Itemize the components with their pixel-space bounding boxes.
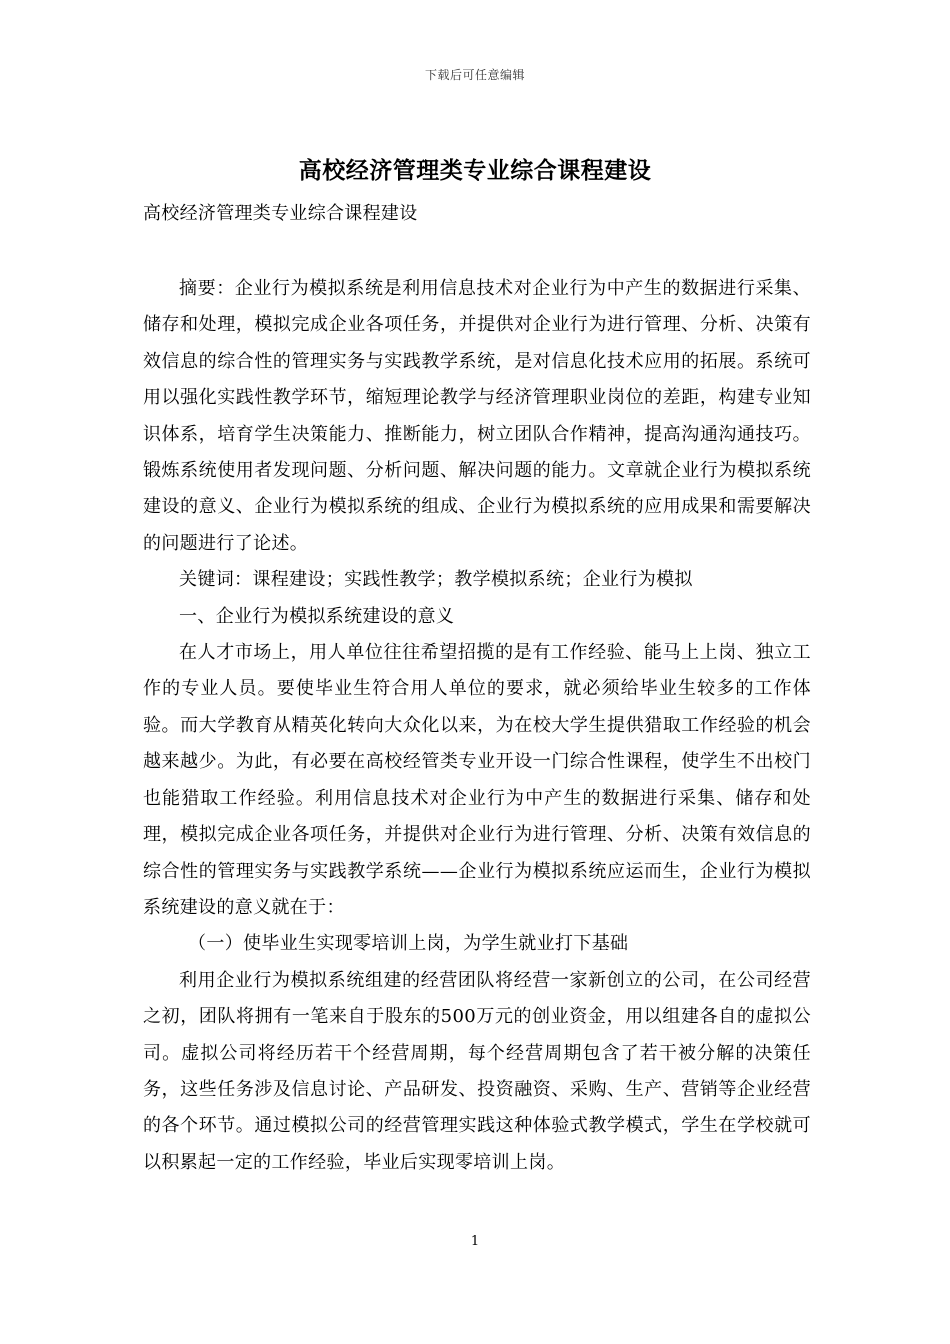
page-number: 1: [470, 1234, 480, 1249]
document-body: [143, 271, 811, 1181]
document-subtitle: 高校经济管理类专业综合课程建设: [143, 203, 418, 224]
subsection-heading-1: （一）使毕业生实现零培训上岗，为学生就业打下基础: [188, 933, 629, 955]
abstract-paragraph: 摘要：企业行为模拟系统是利用信息技术对企业行为中产生的数据进行采集、储存和处理，模拟完成企业各项任务，并提供对企业行为进行管理、分析、决策有效信息的综合性的管理实务与实践教学系统，是对信息化技术应用的拓展。系统可用以强化实践性教学环节，缩短理论教学与经济管理职业岗位的差距，构建专业知识体系，培育学生决策能力、推断能力，树立团队合作精神，提高沟通沟通技巧。锻炼系统使用者发现问题、分析问题、解决问题的能力。文章就企业行为模拟系统建设的意义、企业行为模拟系统的组成、企业行为模拟系统的应用成果和需要解决的问题进行了论述。: [143, 278, 811, 554]
document-title: 高校经济管理类专业综合课程建设: [298, 157, 652, 184]
body-paragraph: 在人才市场上，用人单位往往希望招揽的是有工作经验、能马上上岗、独立工作的专业人员。要使毕业生符合用人单位的要求，就必须给毕业生较多的工作体验。而大学教育从精英化转向大众化以来，为在校大学生提供猎取工作经验的机会越来越少。为此，有必要在高校经管类专业开设一门综合性课程，使学生不出校门也能猎取工作经验。利用信息技术对企业行为中产生的数据进行采集、储存和处理，模拟完成企业各项任务，并提供对企业行为进行管理、分析、决策有效信息的综合性的管理实务与实践教学系统——企业行为模拟系统应运而生，企业行为模拟系统建设的意义就在于：: [143, 642, 811, 918]
keywords-paragraph: 关键词：课程建设；实践性教学；教学模拟系统；企业行为模拟: [179, 569, 693, 591]
body-paragraph: 利用企业行为模拟系统组建的经营团队将经营一家新创立的公司，在公司经营之初，团队将拥有一笔来自于股东的500万元的创业资金，用以组建各自的虚拟公司。虚拟公司将经历若干个经营周期，每个经营周期包含了若干被分解的决策任务，这些任务涉及信息讨论、产品研发、投资融资、采购、生产、营销等企业经营的各个环节。通过模拟公司的经营管理实践这种体验式教学模式，学生在学校就可以积累起一定的工作经验，毕业后实现零培训上岗。: [143, 969, 811, 1173]
section-heading-1: 一、企业行为模拟系统建设的意义: [179, 605, 455, 627]
page-header-note: 下载后可任意编辑: [424, 68, 525, 82]
